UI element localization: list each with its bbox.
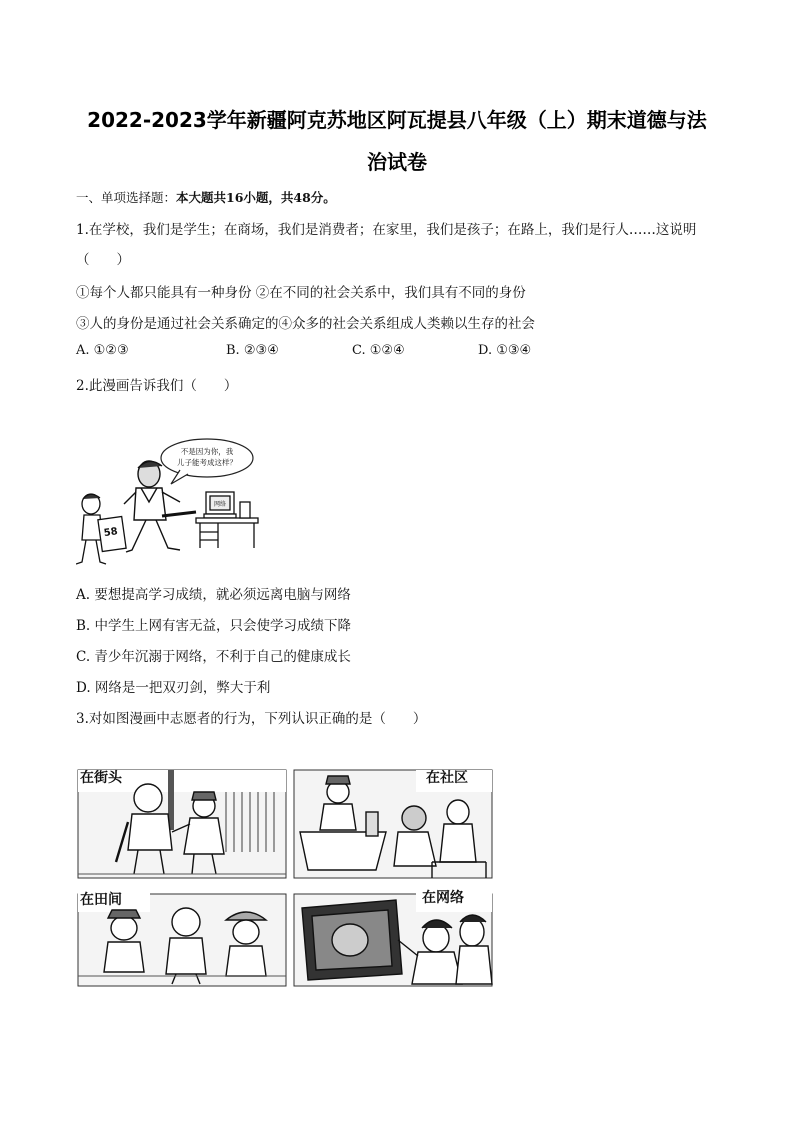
panel-community (294, 769, 492, 878)
speech-line-1: 不是因为你，我 (180, 447, 234, 456)
q2-option-a: A. 要想提高学习成绩，就必须远离电脑与网络 (76, 587, 351, 603)
monitor-label: 网络 (213, 501, 227, 508)
panel-internet (294, 886, 492, 986)
speech-line-2: 儿子能考成这样？ (177, 458, 237, 467)
computer-desk (196, 492, 258, 548)
boy-figure (76, 494, 126, 564)
q3-volunteer-cartoon (76, 762, 496, 988)
q2-option-b: B. 中学生上网有害无益，只会使学习成绩下降 (76, 618, 352, 634)
panel-field (78, 886, 286, 986)
q1-option-b: B. ②③④ (226, 343, 279, 358)
panel-label-field: 在田间 (80, 892, 122, 908)
q1-option-d: D. ①③④ (478, 343, 532, 358)
panel-label-community: 在社区 (426, 770, 468, 786)
q2-stem: 2.此漫画告诉我们（ ） (76, 378, 238, 394)
panel-label-street: 在街头 (80, 770, 122, 786)
section-heading (76, 188, 336, 206)
q1-option-c: C. ①②④ (352, 343, 405, 358)
exam-title-line2: 治试卷 (367, 150, 427, 174)
q1-option-a: A. ①②③ (76, 343, 129, 358)
q1-stem: 1.在学校，我们是学生；在商场，我们是消费者；在家里，我们是孩子；在路上，我们是行人……这说明 (76, 222, 697, 238)
panel-street (78, 769, 286, 878)
q2-option-d: D. 网络是一把双刃剑，弊大于利 (76, 680, 271, 696)
panel-label-internet: 在网络 (422, 890, 464, 906)
q2-option-c: C. 青少年沉溺于网络，不利于自己的健康成长 (76, 649, 351, 665)
test-score: 58 (103, 526, 119, 540)
q3-stem: 3.对如图漫画中志愿者的行为，下列认识正确的是（ ） (76, 711, 427, 727)
section-description: 本大题共16小题，共48分。 (176, 190, 336, 205)
q1-stem-continuation: （ ） (76, 252, 130, 268)
q1-statement-2: ③人的身份是通过社会关系确定的④众多的社会关系组成人类赖以生存的社会 (76, 316, 535, 332)
q2-cartoon (76, 432, 276, 572)
section-label: 一、单项选择题： (76, 190, 177, 205)
q1-statement-1: ①每个人都只能具有一种身份 ②在不同的社会关系中，我们具有不同的身份 (76, 285, 526, 301)
exam-title-line1: 2022-2023学年新疆阿克苏地区阿瓦提县八年级（上）期末道德与法 (87, 108, 707, 132)
